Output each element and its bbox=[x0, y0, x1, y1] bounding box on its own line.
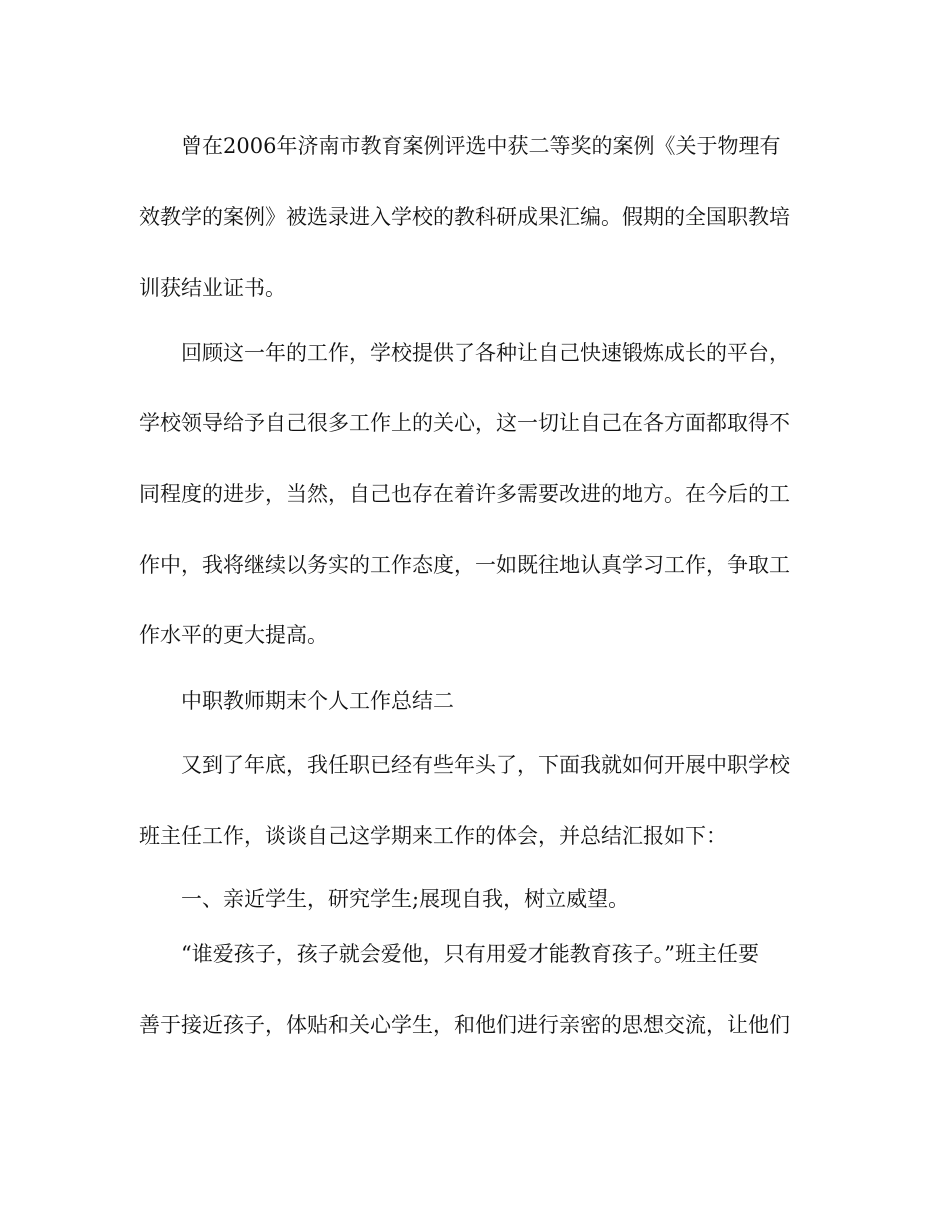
paragraph-line: 作水平的更大提高。 bbox=[139, 623, 328, 647]
paragraph-line: 回顾这一年的工作，学校提供了各种让自己快速锻炼成长的平台， bbox=[181, 341, 790, 365]
subheading: 一、亲近学生，研究学生;展现自我，树立威望。 bbox=[181, 887, 630, 911]
paragraph-line: 善于接近孩子，体贴和关心学生，和他们进行亲密的思想交流，让他们 bbox=[139, 1013, 790, 1037]
section-heading: 中职教师期末个人工作总结二 bbox=[181, 689, 454, 713]
paragraph-line: 效教学的案例》被选录进入学校的教科研成果汇编。假期的全国职教培 bbox=[139, 205, 790, 229]
paragraph-line: “谁爱孩子，孩子就会爱他，只有用爱才能教育孩子。”班主任要 bbox=[181, 942, 759, 966]
paragraph-line: 学校领导给予自己很多工作上的关心，这一切让自己在各方面都取得不 bbox=[139, 411, 790, 435]
paragraph-line: 训获结业证书。 bbox=[139, 276, 286, 300]
paragraph-line: 作中，我将继续以务实的工作态度，一如既往地认真学习工作，争取工 bbox=[139, 553, 790, 577]
paragraph-line: 班主任工作，谈谈自己这学期来工作的体会，并总结汇报如下： bbox=[139, 824, 727, 848]
paragraph-line: 曾在2006年济南市教育案例评选中获二等奖的案例《关于物理有 bbox=[181, 134, 781, 158]
paragraph-line: 又到了年底，我任职已经有些年头了，下面我就如何开展中职学校 bbox=[181, 753, 790, 777]
paragraph-line: 同程度的进步，当然，自己也存在着许多需要改进的地方。在今后的工 bbox=[139, 482, 790, 506]
